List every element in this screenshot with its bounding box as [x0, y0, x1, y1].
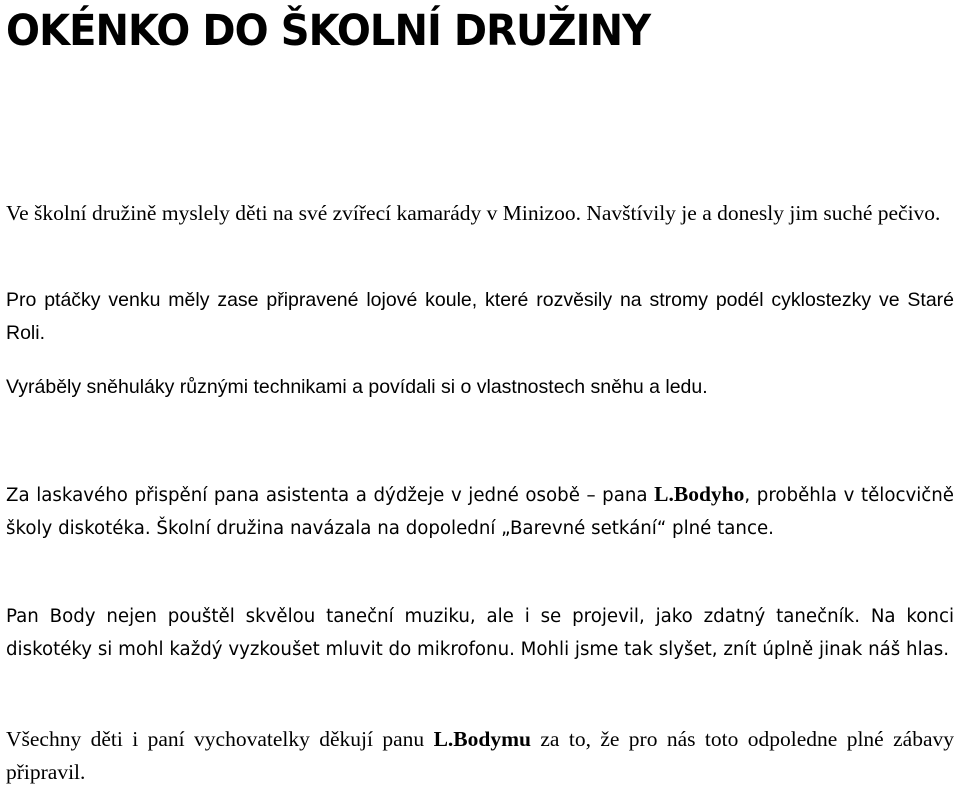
paragraph-minizoo: Ve školní družině myslely děti na své zvířecí kamarády v Minizoo. Navštívily je a donesly jim suché pečivo. — [6, 201, 941, 225]
paragraph-thanks-text-end: za to, že pro nás toto odpoledne plné zábavy připravil. — [6, 727, 954, 784]
paragraph-disco — [6, 478, 954, 545]
page-title: OKÉNKO DO ŠKOLNÍ DRUŽINY — [6, 6, 651, 56]
paragraph-dj-microphone: Pan Body nejen pouštěl skvělou taneční muziku, ale i se projevil, jako zdatný tanečník. Na konci diskotéky si mohl každý vyzkoušet mluvit do mikrofonu. Mohli jsme tak slyšet, znít úplně jinak náš hlas. — [6, 606, 954, 660]
paragraph-disco-text-end: , proběhla v tělocvičně školy diskotéka. Školní družina navázala na dopolední „Barevné setkání“ plné tance. — [6, 485, 954, 539]
person-name-bodymu: L.Bodymu — [433, 727, 531, 751]
paragraph-thanks-text-start: Všechny děti i paní vychovatelky děkují panu — [6, 727, 434, 751]
paragraph-snowmen: Vyráběly sněhuláky různými technikami a povídali si o vlastnostech sněhu a ledu. — [6, 376, 708, 398]
person-name-bodyho: L.Bodyho — [654, 482, 745, 506]
paragraph-bird-feeders: Pro ptáčky venku měly zase připravené lojové koule, které rozvěsily na stromy podél cyklostezky ve Staré Roli. — [6, 289, 954, 344]
paragraph-disco-text-start: Za laskavého přispění pana asistenta a dýdžeje v jedné osobě – pana — [6, 485, 655, 506]
paragraph-thanks — [6, 723, 954, 789]
